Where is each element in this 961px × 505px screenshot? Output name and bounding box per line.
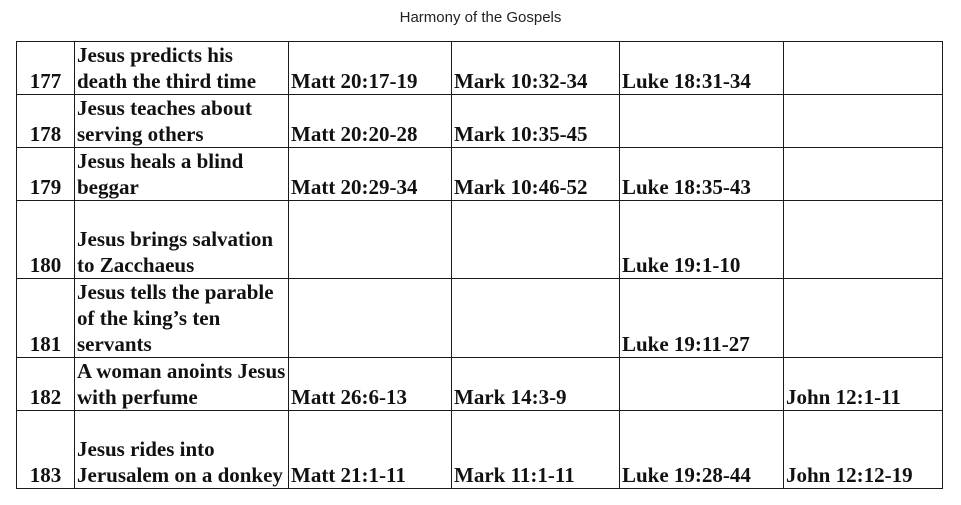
mark-reference[interactable]: Mark 10:46-52 — [452, 148, 620, 201]
event-description: Jesus teaches about serving others — [75, 95, 289, 148]
event-description: Jesus brings salvation to Zacchaeus — [75, 201, 289, 279]
table-row — [17, 411, 943, 489]
matthew-reference[interactable]: Matt 20:29-34 — [289, 148, 452, 201]
matthew-reference[interactable] — [289, 279, 452, 358]
john-reference[interactable] — [784, 42, 943, 95]
table-row — [17, 42, 943, 95]
matthew-reference[interactable]: Matt 21:1-11 — [289, 411, 452, 489]
luke-reference[interactable] — [620, 358, 784, 411]
mark-reference[interactable]: Mark 10:32-34 — [452, 42, 620, 95]
john-reference[interactable] — [784, 148, 943, 201]
luke-reference[interactable]: Luke 18:31-34 — [620, 42, 784, 95]
mark-reference[interactable]: Mark 11:1-11 — [452, 411, 620, 489]
event-number: 177 — [17, 42, 75, 95]
table-row — [17, 95, 943, 148]
event-number: 182 — [17, 358, 75, 411]
luke-reference[interactable]: Luke 19:1-10 — [620, 201, 784, 279]
matthew-reference[interactable]: Matt 20:20-28 — [289, 95, 452, 148]
event-description: Jesus predicts his death the third time — [75, 42, 289, 95]
event-number: 180 — [17, 201, 75, 279]
mark-reference[interactable] — [452, 279, 620, 358]
event-number: 181 — [17, 279, 75, 358]
john-reference[interactable] — [784, 279, 943, 358]
event-number: 178 — [17, 95, 75, 148]
event-description: Jesus rides into Jerusalem on a donkey — [75, 411, 289, 489]
luke-reference[interactable] — [620, 95, 784, 148]
event-number: 183 — [17, 411, 75, 489]
event-description: A woman anoints Jesus with perfume — [75, 358, 289, 411]
mark-reference[interactable]: Mark 14:3-9 — [452, 358, 620, 411]
john-reference[interactable]: John 12:12-19 — [784, 411, 943, 489]
mark-reference[interactable] — [452, 201, 620, 279]
table-row — [17, 201, 943, 279]
matthew-reference[interactable] — [289, 201, 452, 279]
john-reference[interactable] — [784, 95, 943, 148]
table-row — [17, 279, 943, 358]
mark-reference[interactable]: Mark 10:35-45 — [452, 95, 620, 148]
luke-reference[interactable]: Luke 19:28-44 — [620, 411, 784, 489]
matthew-reference[interactable]: Matt 26:6-13 — [289, 358, 452, 411]
table-row — [17, 358, 943, 411]
event-description: Jesus heals a blind beggar — [75, 148, 289, 201]
event-description: Jesus tells the parable of the king’s ten servants — [75, 279, 289, 358]
gospel-harmony-table — [16, 41, 943, 489]
matthew-reference[interactable]: Matt 20:17-19 — [289, 42, 452, 95]
john-reference[interactable]: John 12:1-11 — [784, 358, 943, 411]
event-number: 179 — [17, 148, 75, 201]
luke-reference[interactable]: Luke 19:11-27 — [620, 279, 784, 358]
table-row — [17, 148, 943, 201]
luke-reference: Luke 18:35-43 — [620, 148, 784, 201]
john-reference[interactable] — [784, 201, 943, 279]
page-title: Harmony of the Gospels — [399, 9, 562, 26]
